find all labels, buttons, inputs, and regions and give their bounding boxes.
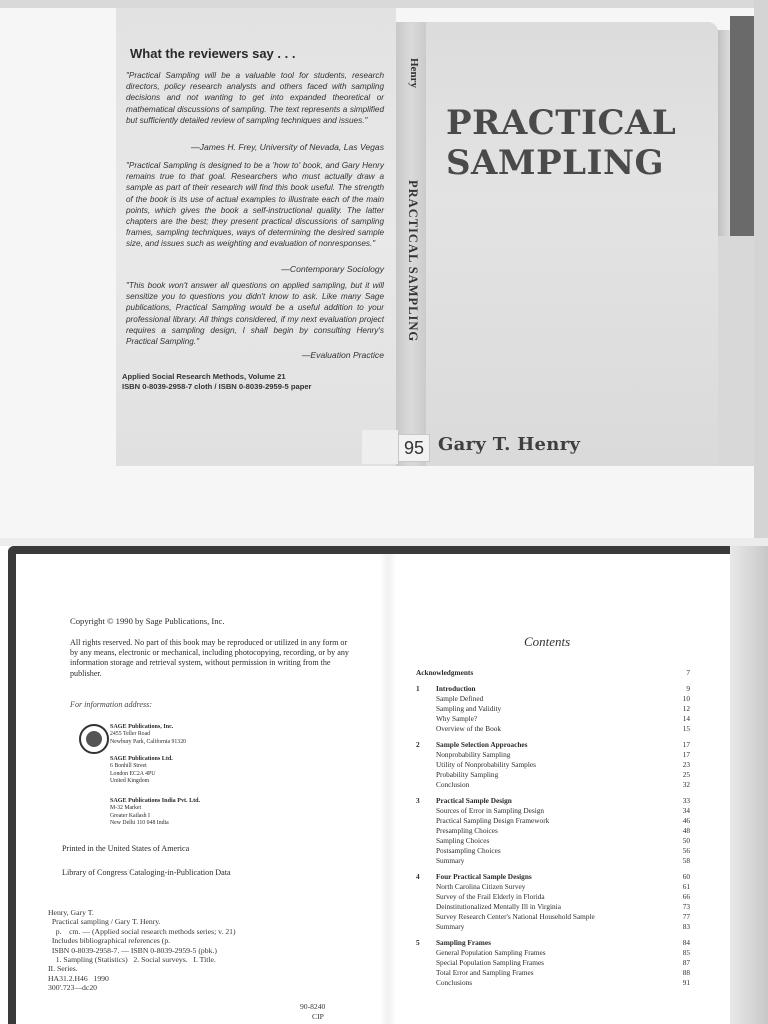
toc-entry [416, 770, 690, 780]
toc-page-number: 91 [682, 978, 690, 987]
toc-section-title: Special Population Sampling Frames [436, 958, 545, 967]
cip-line: II. Series. [48, 964, 78, 974]
toc-chapter-title: Acknowledgments [416, 668, 474, 677]
cip-line: Henry, Gary T. [48, 908, 94, 917]
toc-chapter-number: 2 [416, 740, 420, 749]
toc-entry [416, 968, 690, 978]
toc-page-number: 17 [682, 740, 690, 749]
toc-entry [416, 922, 690, 932]
publisher-address [110, 724, 290, 746]
cip-line: 1. Sampling (Statistics) 2. Social surveys. I. Title. [48, 955, 216, 965]
toc-page-number: 84 [682, 938, 690, 947]
toc-chapter-title: Introduction [436, 684, 476, 693]
address-line: United Kingdom [110, 778, 150, 785]
sage-logo-mark [86, 731, 102, 747]
cip-line: Practical sampling / Gary T. Henry. [48, 917, 161, 927]
toc-section-title: Utility of Nonprobability Samples [436, 760, 536, 769]
toc-entry [416, 780, 690, 790]
toc-page-number: 33 [682, 796, 690, 805]
toc-entry [416, 892, 690, 902]
toc-chapter-title: Sampling Frames [436, 938, 491, 947]
toc-chapter-number: 3 [416, 796, 420, 805]
info-heading: For information address: [70, 700, 152, 709]
scan-right-edge [754, 0, 768, 538]
price-sticker: 95 [398, 434, 430, 462]
toc-entry [416, 796, 690, 806]
toc-page-number: 34 [682, 806, 690, 815]
publisher-address [110, 798, 290, 828]
toc-page-number: 9 [686, 684, 690, 693]
rights-text: All rights reserved. No part of this book may be reproduced or utilized in any form or by any means, electronic or mechanical, including photocopying, recording, or by any information storage and retrieval system, without permission in writing from the publisher. [70, 638, 349, 678]
toc-section-title: Sampling Choices [436, 836, 490, 845]
toc-entry [416, 750, 690, 760]
toc-entry [416, 740, 690, 750]
cip-label: CIP [312, 1012, 324, 1021]
toc-section-title: Why Sample? [436, 714, 478, 723]
scan-border [0, 0, 768, 8]
toc-page-number: 12 [682, 704, 690, 713]
reviews-heading: What the reviewers say . . . [130, 46, 296, 61]
toc-entry [416, 724, 690, 734]
toc-entry [416, 806, 690, 816]
review-quote: "Practical Sampling will be a valuable tool for students, research directors, policy research analysts and others faced with sampling decisions and not wanting to get into expanded theoretical or mathematical discussions of sampling. The text represents a simplified but sufficiently detailed review of sampling techniques and issues." [126, 71, 384, 125]
toc-page-number: 83 [682, 922, 690, 931]
toc-page-number: 61 [682, 882, 690, 891]
toc-page-number: 85 [682, 948, 690, 957]
toc-section-title: Practical Sampling Design Framework [436, 816, 550, 825]
review-attribution: —Contemporary Sociology [281, 264, 384, 274]
toc-entry [416, 846, 690, 856]
toc-chapter-title: Practical Sample Design [436, 796, 512, 805]
address-line: M-32 Market [110, 805, 142, 812]
toc-entry [416, 684, 690, 694]
toc-section-title: Sample Defined [436, 694, 484, 703]
contents-title: Contents [524, 634, 571, 649]
label-sticker [362, 430, 398, 464]
review-quote: "Practical Sampling is designed to be a 'how to' book, and Gary Henry remains true to that goal. Researchers who must actually draw a sample as part of their research will find this book useful. The strength of the book is its use of actual examples to illustrate each of the main points, which gives the book a self-instructional quality. The latter chapters are the best; they present practical discussions of sampling frames, sampling techniques, ways of determining the desired sample size, and issues such as weighting and evaluation of nonresponses." [126, 161, 384, 249]
toc-entry [416, 938, 690, 948]
toc-section-title: North Carolina Citizen Survey [436, 882, 526, 891]
toc-page-number: 48 [682, 826, 690, 835]
toc-section-title: Summary [436, 856, 465, 865]
toc-page-number: 73 [682, 902, 690, 911]
toc-entry [416, 912, 690, 922]
sage-logo-icon [79, 724, 109, 754]
toc-page-number: 17 [682, 750, 690, 759]
cip-line: p. cm. — (Applied social research methods series; v. 21) [48, 926, 236, 936]
toc-entry [416, 714, 690, 724]
toc-entry [416, 948, 690, 958]
toc-page-number: 58 [682, 856, 690, 865]
spine-title: PRACTICAL SAMPLING [406, 180, 420, 343]
toc-entry [416, 836, 690, 846]
scan-border [8, 546, 16, 1024]
book-title-line: SAMPLING [446, 143, 665, 183]
toc-section-title: Nonprobability Sampling [436, 750, 511, 759]
toc-section-title: Probability Sampling [436, 770, 499, 779]
book-title [446, 103, 716, 183]
loc-cataloging-line: Library of Congress Cataloging-in-Publication Data [62, 868, 231, 877]
publisher-name: SAGE Publications India Pvt. Ltd. [110, 798, 201, 804]
address-line: 2455 Teller Road [110, 731, 151, 738]
toc-chapter-number: 5 [416, 938, 420, 947]
toc-section-title: Conclusions [436, 978, 473, 987]
toc-entry [416, 668, 690, 678]
address-line: Newbury Park, California 91320 [110, 738, 186, 745]
cip-line: ISBN 0-8039-2958-7. — ISBN 0-8039-2959-5 (pbk.) [48, 945, 217, 955]
toc-page-number: 87 [682, 958, 690, 967]
toc-page-number: 77 [682, 912, 690, 921]
toc-section-title: Total Error and Sampling Frames [436, 968, 534, 977]
toc-entry [416, 978, 690, 988]
cip-line: 300'.723—dc20 [48, 983, 98, 993]
toc-entry [416, 826, 690, 836]
toc-entry [416, 902, 690, 912]
review-attribution: —Evaluation Practice [301, 350, 384, 360]
scan-right-edge [730, 546, 768, 1024]
toc-section-title: Summary [436, 922, 465, 931]
toc-page-number: 7 [686, 668, 690, 677]
address-line: 6 Bonhill Street [110, 763, 147, 770]
address-line: London EC2A 4PU [110, 770, 156, 777]
toc-page-number: 14 [682, 714, 690, 723]
front-cover [426, 22, 718, 466]
review-attribution: —James H. Frey, University of Nevada, Las Vegas [191, 142, 384, 152]
cip-line: Includes bibliographical references (p. [48, 936, 171, 946]
series-line: Applied Social Research Methods, Volume 21 [122, 372, 286, 381]
toc-entry [416, 816, 690, 826]
toc-chapter-title: Four Practical Sample Designs [436, 872, 532, 881]
toc-page-number: 10 [682, 694, 690, 703]
series-info [122, 372, 392, 392]
toc-page-number: 15 [682, 724, 690, 733]
book-pages-scan [0, 546, 768, 1024]
toc-page-number: 46 [682, 816, 690, 825]
isbn-line: ISBN 0-8039-2958-7 cloth / ISBN 0-8039-2959-5 paper [122, 382, 312, 391]
cip-data-block [48, 908, 368, 993]
page-gutter [380, 554, 396, 1024]
toc-section-title: Presampling Choices [436, 826, 498, 835]
toc-entry [416, 704, 690, 714]
toc-chapter-number: 1 [416, 684, 420, 693]
toc-section-title: Survey Research Center's National Household Sample [436, 912, 595, 921]
address-line: Greater Kailash I [110, 812, 150, 819]
publisher-name: SAGE Publications, Inc. [110, 724, 174, 730]
toc-entry [416, 882, 690, 892]
toc-page-number: 66 [682, 892, 690, 901]
printed-in-line: Printed in the United States of America [62, 844, 190, 853]
toc-entry [416, 856, 690, 866]
toc-entry [416, 760, 690, 770]
toc-section-title: Postsampling Choices [436, 846, 501, 855]
toc-section-title: Sources of Error in Sampling Design [436, 806, 545, 815]
toc-entry [416, 958, 690, 968]
toc-page-number: 25 [682, 770, 690, 779]
toc-page-number: 60 [682, 872, 690, 881]
cover-author: Gary T. Henry [438, 434, 581, 455]
toc-section-title: Sampling and Validity [436, 704, 502, 713]
spine-author: Henry [408, 58, 420, 88]
scan-border [8, 546, 768, 554]
publisher-name: SAGE Publications Ltd. [110, 756, 173, 762]
review-quote: "This book won't answer all questions on applied sampling, but it will sensitize you to questions you didn't know to ask. Like many Sage publications, Practical Sampling would be a useful addition to your professional library. All things considered, if my next evaluation project requires a sampling design, I shall begin by consulting Henry's Practical Sampling." [126, 281, 384, 347]
toc-chapter-number: 4 [416, 872, 420, 881]
toc-entry [416, 872, 690, 882]
toc-page-number: 23 [682, 760, 690, 769]
cip-line: HA31.2.H46 1990 [48, 973, 109, 983]
toc-page-number: 32 [682, 780, 690, 789]
toc-page-number: 50 [682, 836, 690, 845]
toc-section-title: General Population Sampling Frames [436, 948, 546, 957]
book-title-line: PRACTICAL [446, 103, 677, 143]
toc-section-title: Deinstitutionalized Mentally Ill in Virginia [436, 902, 561, 911]
copyright-line: Copyright © 1990 by Sage Publications, Inc. [70, 616, 225, 626]
publisher-address [110, 756, 290, 786]
toc-section-title: Overview of the Book [436, 724, 502, 733]
cip-number: 90-8240 [300, 1002, 326, 1011]
toc-section-title: Survey of the Frail Elderly in Florida [436, 892, 545, 901]
toc-chapter-title: Sample Selection Approaches [436, 740, 528, 749]
toc-page-number: 88 [682, 968, 690, 977]
toc-page-number: 56 [682, 846, 690, 855]
toc-entry [416, 694, 690, 704]
toc-section-title: Conclusion [436, 780, 470, 789]
address-line: New Delhi 110 048 India [110, 820, 169, 827]
